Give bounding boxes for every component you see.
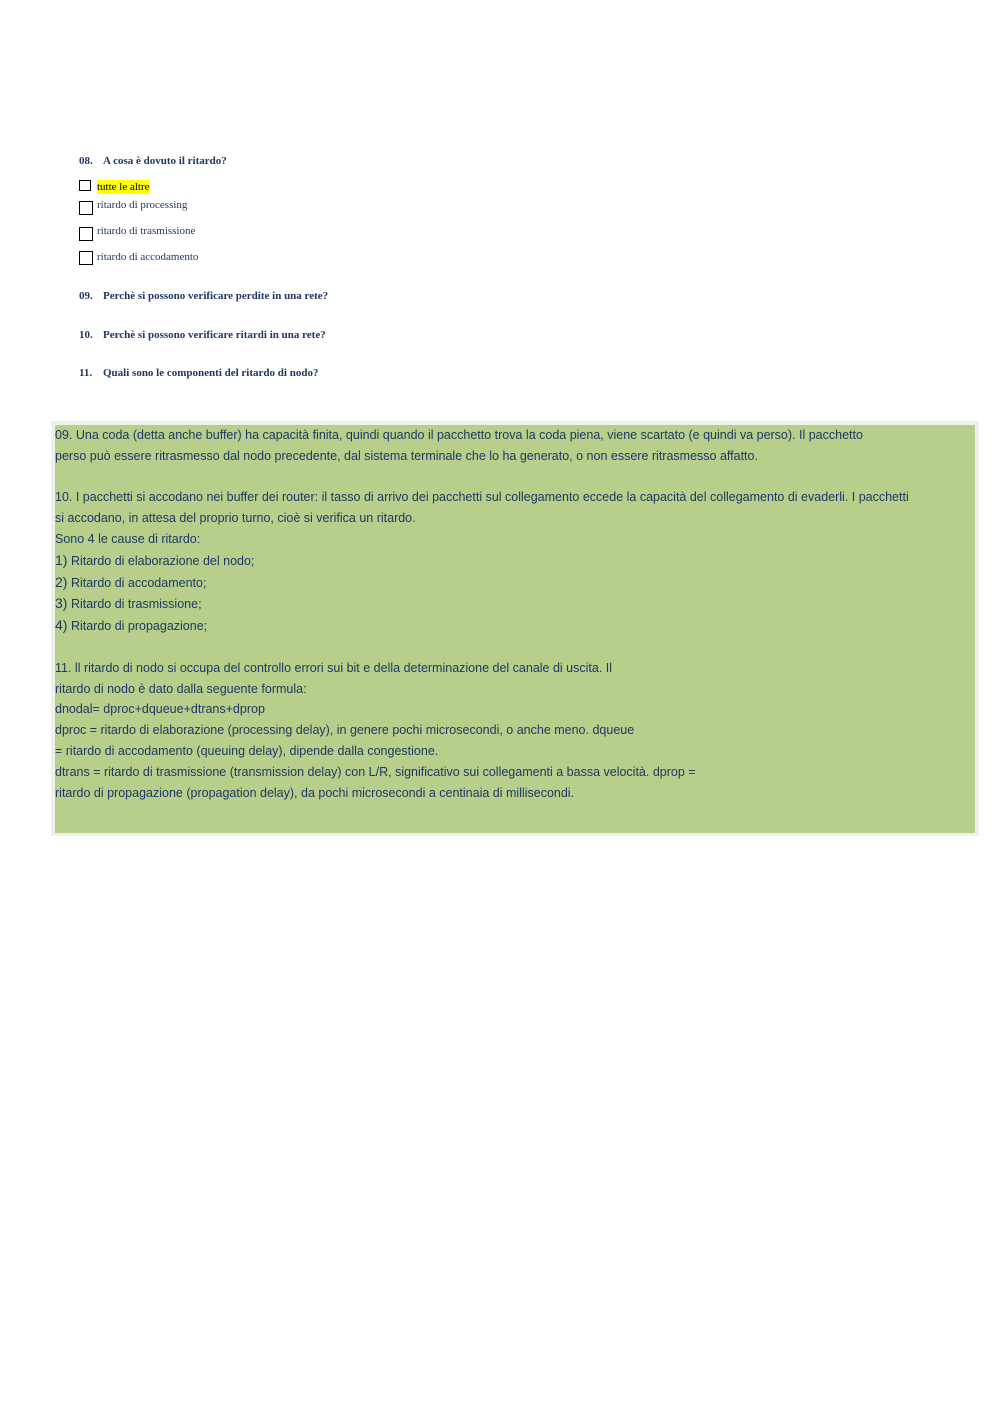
checkbox[interactable] — [79, 251, 93, 265]
question-08-title — [79, 155, 227, 167]
cause-text: Ritardo di accodamento; — [70, 575, 207, 590]
question-number: 10. — [79, 329, 93, 341]
cause-text: Ritardo di propagazione; — [70, 619, 208, 634]
option-label: ritardo di processing — [97, 199, 188, 211]
answer-11-line: dproc = ritardo di elaborazione (processing delay), in genere pochi microsecondi, o anche meno. dqueue — [55, 723, 635, 738]
question-text: A cosa è dovuto il ritardo? — [103, 155, 227, 167]
answers-content — [55, 425, 975, 833]
question-text: Quali sono le componenti del ritardo di nodo? — [103, 367, 319, 379]
question-11-title — [79, 367, 318, 379]
question-number: 09. — [79, 290, 93, 302]
answers-box — [51, 421, 979, 836]
option-label: tutte le altre — [97, 181, 150, 193]
question-09-title — [79, 290, 328, 302]
option-label: ritardo di accodamento — [97, 251, 199, 263]
cause-item — [55, 572, 975, 594]
checkbox[interactable] — [79, 201, 93, 215]
cause-number: 4) — [55, 617, 68, 634]
question-text: Perchè si possono verificare perdite in una rete? — [103, 290, 329, 302]
blank-line — [55, 637, 975, 658]
question-text: Perchè si possono verificare ritardi in una rete? — [103, 329, 326, 341]
question-number: 08. — [79, 155, 93, 167]
answer-10-line: si accodano, in attesa del proprio turno, cioè si verifica un ritardo. — [55, 511, 416, 526]
answer-11-line: ritardo di propagazione (propagation delay), da pochi microsecondi a centinaia di millisecondi. — [55, 785, 575, 800]
question-number: 11. — [79, 367, 93, 379]
blank-line — [55, 467, 975, 488]
cause-text: Ritardo di trasmissione; — [70, 597, 202, 612]
cause-item — [55, 550, 975, 572]
option-label: ritardo di trasmissione — [97, 225, 196, 237]
cause-item — [55, 615, 975, 637]
answer-09-line: 09. Una coda (detta anche buffer) ha capacità finita, quindi quando il pacchetto trova la coda piena, viene scartato (e quindi va perso). Il pacchetto — [55, 428, 863, 442]
answer-11-line: = ritardo di accodamento (queuing delay), dipende dalla congestione. — [55, 743, 439, 758]
answer-10-line: Sono 4 le cause di ritardo: — [55, 531, 201, 546]
answer-11-line: 11. ll ritardo di nodo si occupa del controllo errori sui bit e della determinazione del canale di uscita. Il — [55, 660, 613, 675]
answer-11-formula: dnodal= dproc+dqueue+dtrans+dprop — [55, 702, 265, 717]
answer-11-line: ritardo di nodo è dato dalla seguente formula: — [55, 681, 307, 696]
answer-09-line: perso può essere ritrasmesso dal nodo precedente, dal sistema terminale che lo ha generato, o non essere ritrasmesso affatto. — [55, 448, 758, 463]
answer-11-line: dtrans = ritardo di trasmissione (transmission delay) con L/R, significativo sui collegamenti a bassa velocità. dprop = — [55, 764, 696, 779]
question-10-title — [79, 329, 326, 341]
cause-number: 1) — [55, 551, 68, 568]
checkbox[interactable] — [79, 227, 93, 241]
cause-item — [55, 593, 975, 615]
cause-number: 3) — [55, 595, 68, 612]
answer-10-line: 10. I pacchetti si accodano nei buffer dei router: il tasso di arrivo dei pacchetti sul collegamento eccede la capacità del collegamento di evaderli. I pacchetti — [55, 490, 909, 505]
checkbox[interactable] — [79, 180, 91, 191]
cause-number: 2) — [55, 573, 68, 590]
cause-text: Ritardo di elaborazione del nodo; — [70, 553, 255, 568]
